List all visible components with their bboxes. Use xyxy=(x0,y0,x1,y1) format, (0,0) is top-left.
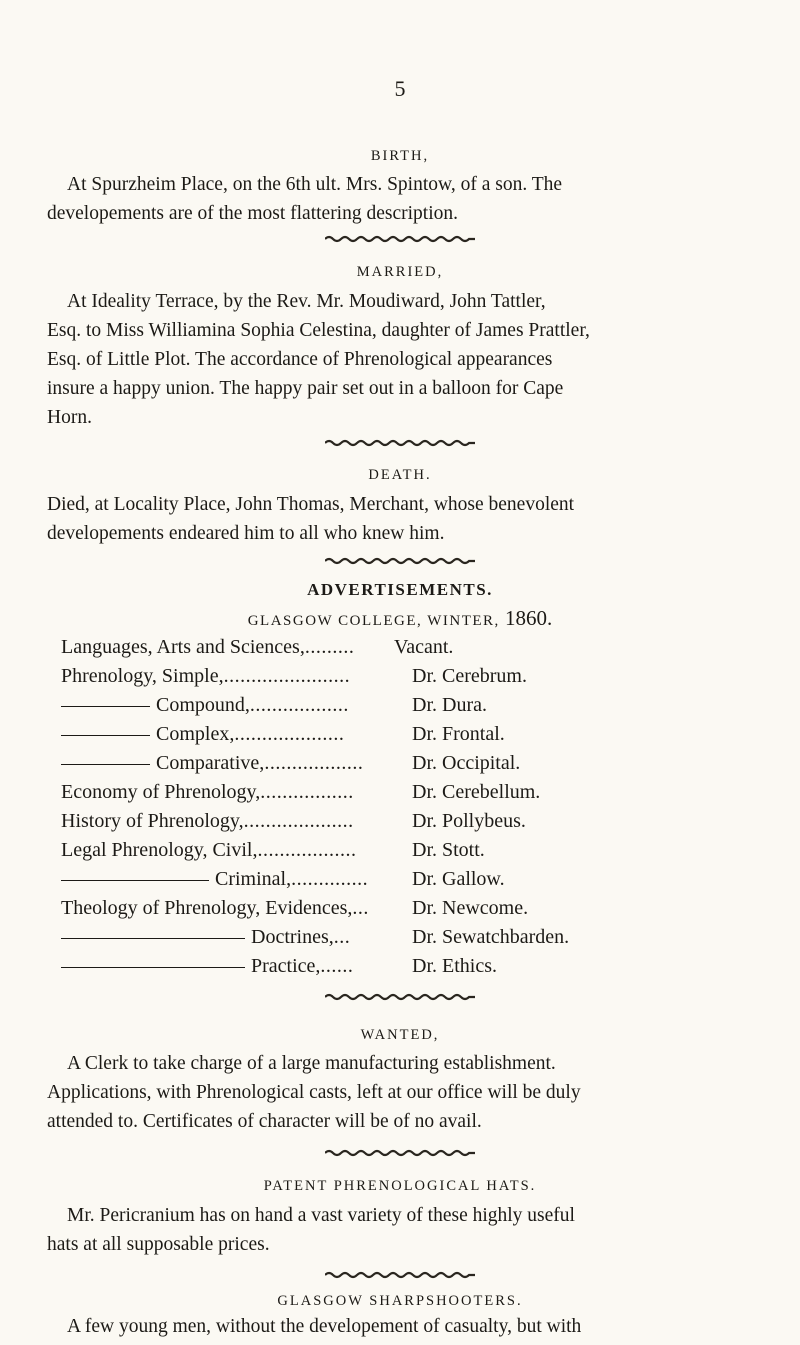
course-lecturer: Dr. Ethics. xyxy=(412,955,497,977)
wanted-line-3: attended to. Certificates of character will be of no avail. xyxy=(47,1111,482,1132)
course-subject: Languages, Arts and Sciences, xyxy=(61,636,305,658)
course-subject: Doctrines, xyxy=(251,926,334,948)
course-row xyxy=(61,720,711,748)
dot-leader: ... xyxy=(352,897,369,919)
married-line-5: Horn. xyxy=(47,407,92,428)
birth-heading: BIRTH, xyxy=(370,148,430,164)
married-line-3: Esq. of Little Plot. The accordance of Phrenological appearances xyxy=(47,349,553,370)
wanted-heading: WANTED, xyxy=(360,1027,440,1043)
hats-notice xyxy=(47,1201,759,1259)
course-lecturer: Dr. Newcome. xyxy=(412,897,529,919)
dot-leader: .................. xyxy=(249,694,349,716)
dot-leader: ......... xyxy=(304,636,355,658)
dot-leader: ....................... xyxy=(223,665,351,687)
death-heading: DEATH. xyxy=(368,467,432,483)
course-lecturer: Dr. Occipital. xyxy=(412,752,521,774)
course-subject: Complex, xyxy=(156,723,235,745)
married-notice xyxy=(47,287,759,432)
college-subheading xyxy=(0,606,800,631)
ditto-dash xyxy=(61,764,150,765)
course-subject: Legal Phrenology, Civil, xyxy=(61,839,258,861)
birth-line-1: At Spurzheim Place, on the 6th ult. Mrs. Spintow, of a son. The xyxy=(67,174,563,195)
ditto-dash xyxy=(61,706,150,707)
hats-line-2: hats at all supposable prices. xyxy=(47,1234,270,1255)
course-row xyxy=(61,952,711,980)
course-row xyxy=(61,778,711,806)
ornamental-rule xyxy=(0,1270,800,1282)
dot-leader: .................... xyxy=(243,810,354,832)
course-row xyxy=(61,662,711,690)
college-year: 1860. xyxy=(505,606,553,630)
course-row xyxy=(61,923,711,951)
birth-line-2: developements are of the most flattering description. xyxy=(47,203,458,224)
hats-line-1: Mr. Pericranium has on hand a vast variety of these highly useful xyxy=(67,1205,575,1226)
dot-leader: ...... xyxy=(320,955,354,977)
dot-leader: .............. xyxy=(291,868,369,890)
course-lecturer: Vacant. xyxy=(394,636,454,658)
ornamental-rule xyxy=(0,234,800,246)
ditto-dash xyxy=(61,967,245,968)
course-subject: History of Phrenology, xyxy=(61,810,244,832)
course-row xyxy=(61,633,711,661)
ditto-dash xyxy=(61,938,245,939)
course-row xyxy=(61,807,711,835)
married-heading: MARRIED, xyxy=(356,264,444,280)
death-line-1: Died, at Locality Place, John Thomas, Merchant, whose benevolent xyxy=(47,494,575,515)
dot-leader: .................. xyxy=(257,839,357,861)
sharpshooters-notice xyxy=(47,1312,759,1341)
course-lecturer: Dr. Gallow. xyxy=(412,868,505,890)
dot-leader: ................. xyxy=(260,781,354,803)
course-subject: Economy of Phrenology, xyxy=(61,781,261,803)
course-lecturer: Dr. Frontal. xyxy=(412,723,505,745)
sharpshooters-line-1: A few young men, without the developement of casualty, but with xyxy=(67,1316,582,1337)
ditto-dash xyxy=(61,880,209,881)
advertisements-heading: ADVERTISEMENTS. xyxy=(307,580,493,599)
ornamental-rule xyxy=(0,556,800,568)
course-subject: Comparative, xyxy=(156,752,265,774)
college-name: GLASGOW COLLEGE, WINTER, xyxy=(247,613,500,629)
course-subject: Compound, xyxy=(156,694,250,716)
course-row xyxy=(61,749,711,777)
hats-heading: PATENT PHRENOLOGICAL HATS. xyxy=(263,1178,537,1194)
course-subject: Criminal, xyxy=(215,868,292,890)
course-row xyxy=(61,894,711,922)
course-subject: Practice, xyxy=(251,955,321,977)
married-line-2: Esq. to Miss Williamina Sophia Celestina, daughter of James Prattler, xyxy=(47,320,590,341)
course-lecturer: Dr. Sewatchbarden. xyxy=(412,926,570,948)
ornamental-rule xyxy=(0,438,800,450)
dot-leader: .................... xyxy=(234,723,345,745)
wanted-line-1: A Clerk to take charge of a large manufacturing establishment. xyxy=(67,1053,556,1074)
dot-leader: .................. xyxy=(264,752,364,774)
ditto-dash xyxy=(61,735,150,736)
course-lecturer: Dr. Cerebellum. xyxy=(412,781,541,803)
course-lecturer: Dr. Cerebrum. xyxy=(412,665,527,687)
married-line-4: insure a happy union. The happy pair set out in a balloon for Cape xyxy=(47,378,564,399)
course-row xyxy=(61,836,711,864)
birth-notice xyxy=(47,170,759,228)
course-row xyxy=(61,865,711,893)
course-lecturer: Dr. Dura. xyxy=(412,694,487,716)
death-notice xyxy=(47,490,759,548)
married-line-1: At Ideality Terrace, by the Rev. Mr. Moudiward, John Tattler, xyxy=(67,291,546,312)
course-lecturer: Dr. Pollybeus. xyxy=(412,810,526,832)
wanted-notice xyxy=(47,1049,759,1136)
ornamental-rule xyxy=(0,992,800,1004)
page-number: 5 xyxy=(394,76,406,101)
ornamental-rule xyxy=(0,1148,800,1160)
death-line-2: developements endeared him to all who knew him. xyxy=(47,523,445,544)
course-row xyxy=(61,691,711,719)
course-subject: Theology of Phrenology, Evidences, xyxy=(61,897,353,919)
wanted-line-2: Applications, with Phrenological casts, left at our office will be duly xyxy=(47,1082,581,1103)
dot-leader: ... xyxy=(333,926,351,948)
course-lecturer: Dr. Stott. xyxy=(412,839,485,861)
course-subject: Phrenology, Simple, xyxy=(61,665,224,687)
sharpshooters-heading: GLASGOW SHARPSHOOTERS. xyxy=(277,1293,523,1309)
